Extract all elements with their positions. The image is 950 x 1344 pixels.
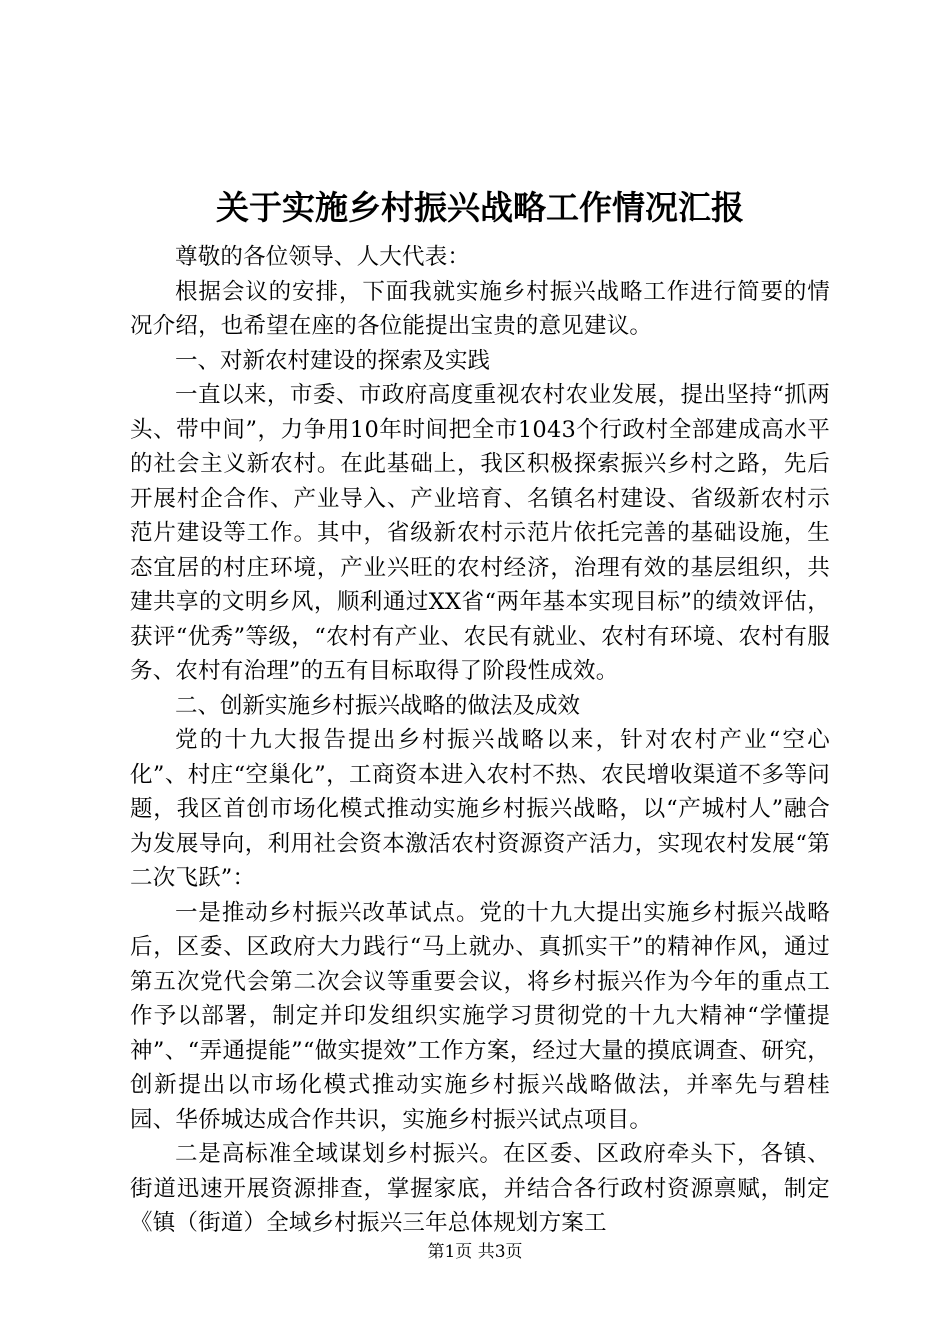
salutation: 尊敬的各位领导、人大代表： [175,244,471,270]
section-2-heading: 二、创新实施乡村振兴战略的做法及成效 [175,692,581,719]
document-title: 关于实施乡村振兴战略工作情况汇报 [216,188,744,227]
page-number: 第1页 共3页 [427,1242,523,1262]
document-page [130,180,830,1241]
point-2-paragraph: 二是高标准全域谋划乡村振兴。在区委、区政府牵头下，各镇、街道迅速开展资源排查，掌握家底，并结合各行政村资源禀赋，制定《镇（街道）全域乡村振兴三年总体规划方案工 [130,1141,830,1236]
intro-paragraph: 根据会议的安排，下面我就实施乡村振兴战略工作进行简要的情况介绍，也希望在座的各位能提出宝贵的意见建议。 [130,278,830,339]
section-1-heading: 一、对新农村建设的探索及实践 [175,347,491,374]
section-2-intro-paragraph: 党的十九大报告提出乡村振兴战略以来，针对农村产业“空心化”、村庄“空巢化”，工商资本进入农村不热、农民增收渠道不多等问题，我区首创市场化模式推动实施乡村振兴战略，以“产城村人”融合为发展导向，利用社会资本激活农村资源资产活力，实现农村发展“第二次飞跃”： [130,727,830,891]
point-1-paragraph: 一是推动乡村振兴改革试点。党的十九大提出实施乡村振兴战略后，区委、区政府大力践行“马上就办、真抓实干”的精神作风，通过第五次党代会第二次会议等重要会议，将乡村振兴作为今年的重点工作予以部署，制定并印发组织实施学习贯彻党的十九大精神“学懂提神”、“弄通提能”“做实提效”工作方案，经过大量的摸底调查、研究，创新提出以市场化模式推动实施乡村振兴战略做法，并率先与碧桂园、华侨城达成合作共识，实施乡村振兴试点项目。 [130,899,830,1133]
section-1-paragraph: 一直以来，市委、市政府高度重视农村农业发展，提出坚持“抓两头、带中间”，力争用10年时间把全市1043个行政村全部建成高水平的社会主义新农村。在此基础上，我区积极探索振兴乡村之路，先后开展村企合作、产业导入、产业培育、名镇名村建设、省级新农村示范片建设等工作。其中，省级新农村示范片依托完善的基础设施，生态宜居的村庄环境，产业兴旺的农村经济，治理有效的基层组织，共建共享的文明乡风，顺利通过XX省“两年基本实现目标”的绩效评估，获评“优秀”等级，“农村有产业、农民有就业、农村有环境、农村有服务、农村有治理”的五有目标取得了阶段性成效。 [130,382,830,684]
page-footer [0,1240,950,1264]
